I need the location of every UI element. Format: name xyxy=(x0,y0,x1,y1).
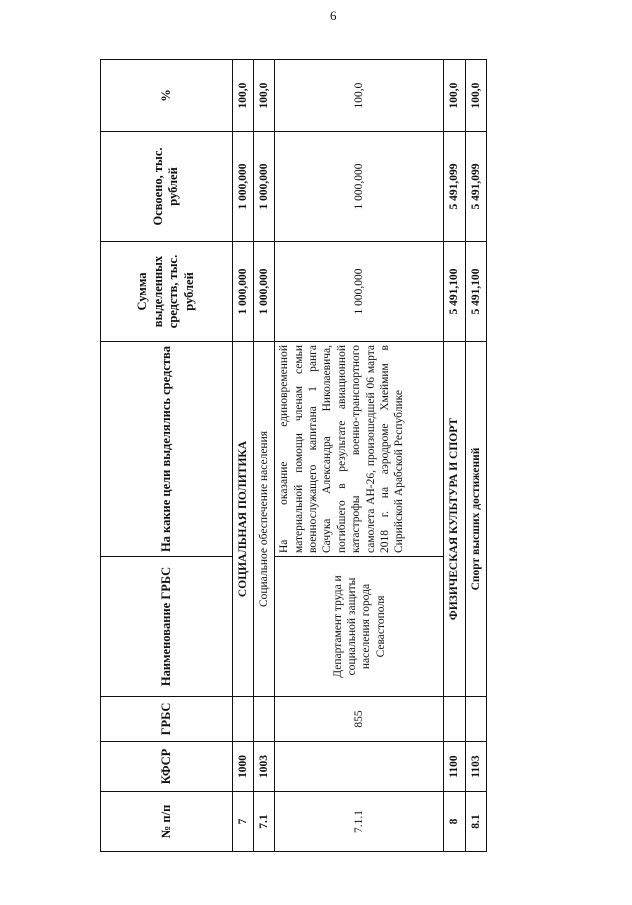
header-name: Наименование ГРБС xyxy=(101,557,233,697)
row-num: 7.1.1 xyxy=(275,792,444,852)
header-spent: Освоено, тыс. рублей xyxy=(101,132,233,242)
row-num: 8 xyxy=(444,792,465,852)
row-spent: 1 000,000 xyxy=(275,132,444,242)
header-allocated: Сумма выделенных средств, тыс. рублей xyxy=(101,242,233,342)
row-kfsr: 1000 xyxy=(232,742,253,792)
row-kfsr xyxy=(275,742,444,792)
row-kfsr: 1100 xyxy=(444,742,465,792)
row-percent: 100,0 xyxy=(444,60,465,132)
row-num: 8.1 xyxy=(465,792,486,852)
table-row xyxy=(465,60,486,852)
row-percent: 100,0 xyxy=(275,60,444,132)
table-row xyxy=(275,60,444,852)
header-grbs: ГРБС xyxy=(101,697,233,742)
row-allocated: 5 491,100 xyxy=(444,242,465,342)
row-section: ФИЗИЧЕСКАЯ КУЛЬТУРА И СПОРТ xyxy=(444,342,465,697)
row-grbs xyxy=(232,697,253,742)
row-section: Социальное обеспечение населения xyxy=(254,342,275,697)
row-kfsr: 1103 xyxy=(465,742,486,792)
header-num: № п/п xyxy=(101,792,233,852)
row-grbs xyxy=(254,697,275,742)
header-percent: % xyxy=(101,60,233,132)
row-grbs xyxy=(444,697,465,742)
row-purpose: На оказание единовременной материальной помощи членам семьи военнослужащего капитана 1 ранга Сачука Александра Николаевича, погибшего в результате авиационной катастрофы военно-транспортного самолета АН-26, произошедшей 06 марта 2018 г. на аэродроме Хмеймим в Сирийской Арабской Республике xyxy=(275,342,444,557)
row-kfsr: 1003 xyxy=(254,742,275,792)
header-kfsr: КФСР xyxy=(101,742,233,792)
row-num: 7.1 xyxy=(254,792,275,852)
page-number: 6 xyxy=(330,8,337,23)
table-row xyxy=(444,60,465,852)
row-percent: 100,0 xyxy=(232,60,253,132)
rotated-table-container xyxy=(100,60,487,852)
table-row xyxy=(254,60,275,852)
row-spent: 5 491,099 xyxy=(465,132,486,242)
row-section: СОЦИАЛЬНАЯ ПОЛИТИКА xyxy=(232,342,253,697)
row-grbs xyxy=(465,697,486,742)
header-purpose: На какие цели выделялись средства xyxy=(101,342,233,557)
row-spent: 1 000,000 xyxy=(232,132,253,242)
row-allocated: 5 491,100 xyxy=(465,242,486,342)
row-allocated: 1 000,000 xyxy=(232,242,253,342)
row-percent: 100,0 xyxy=(254,60,275,132)
row-spent: 1 000,000 xyxy=(254,132,275,242)
row-section: Спорт высших достижений xyxy=(465,342,486,697)
row-spent: 5 491,099 xyxy=(444,132,465,242)
header-row xyxy=(101,60,233,852)
row-allocated: 1 000,000 xyxy=(254,242,275,342)
budget-table xyxy=(100,59,487,852)
row-num: 7 xyxy=(232,792,253,852)
row-name: Департамент труда и социальной защиты населения города Севастополя xyxy=(275,557,444,697)
row-allocated: 1 000,000 xyxy=(275,242,444,342)
table-row xyxy=(232,60,253,852)
row-percent: 100,0 xyxy=(465,60,486,132)
row-grbs: 855 xyxy=(275,697,444,742)
